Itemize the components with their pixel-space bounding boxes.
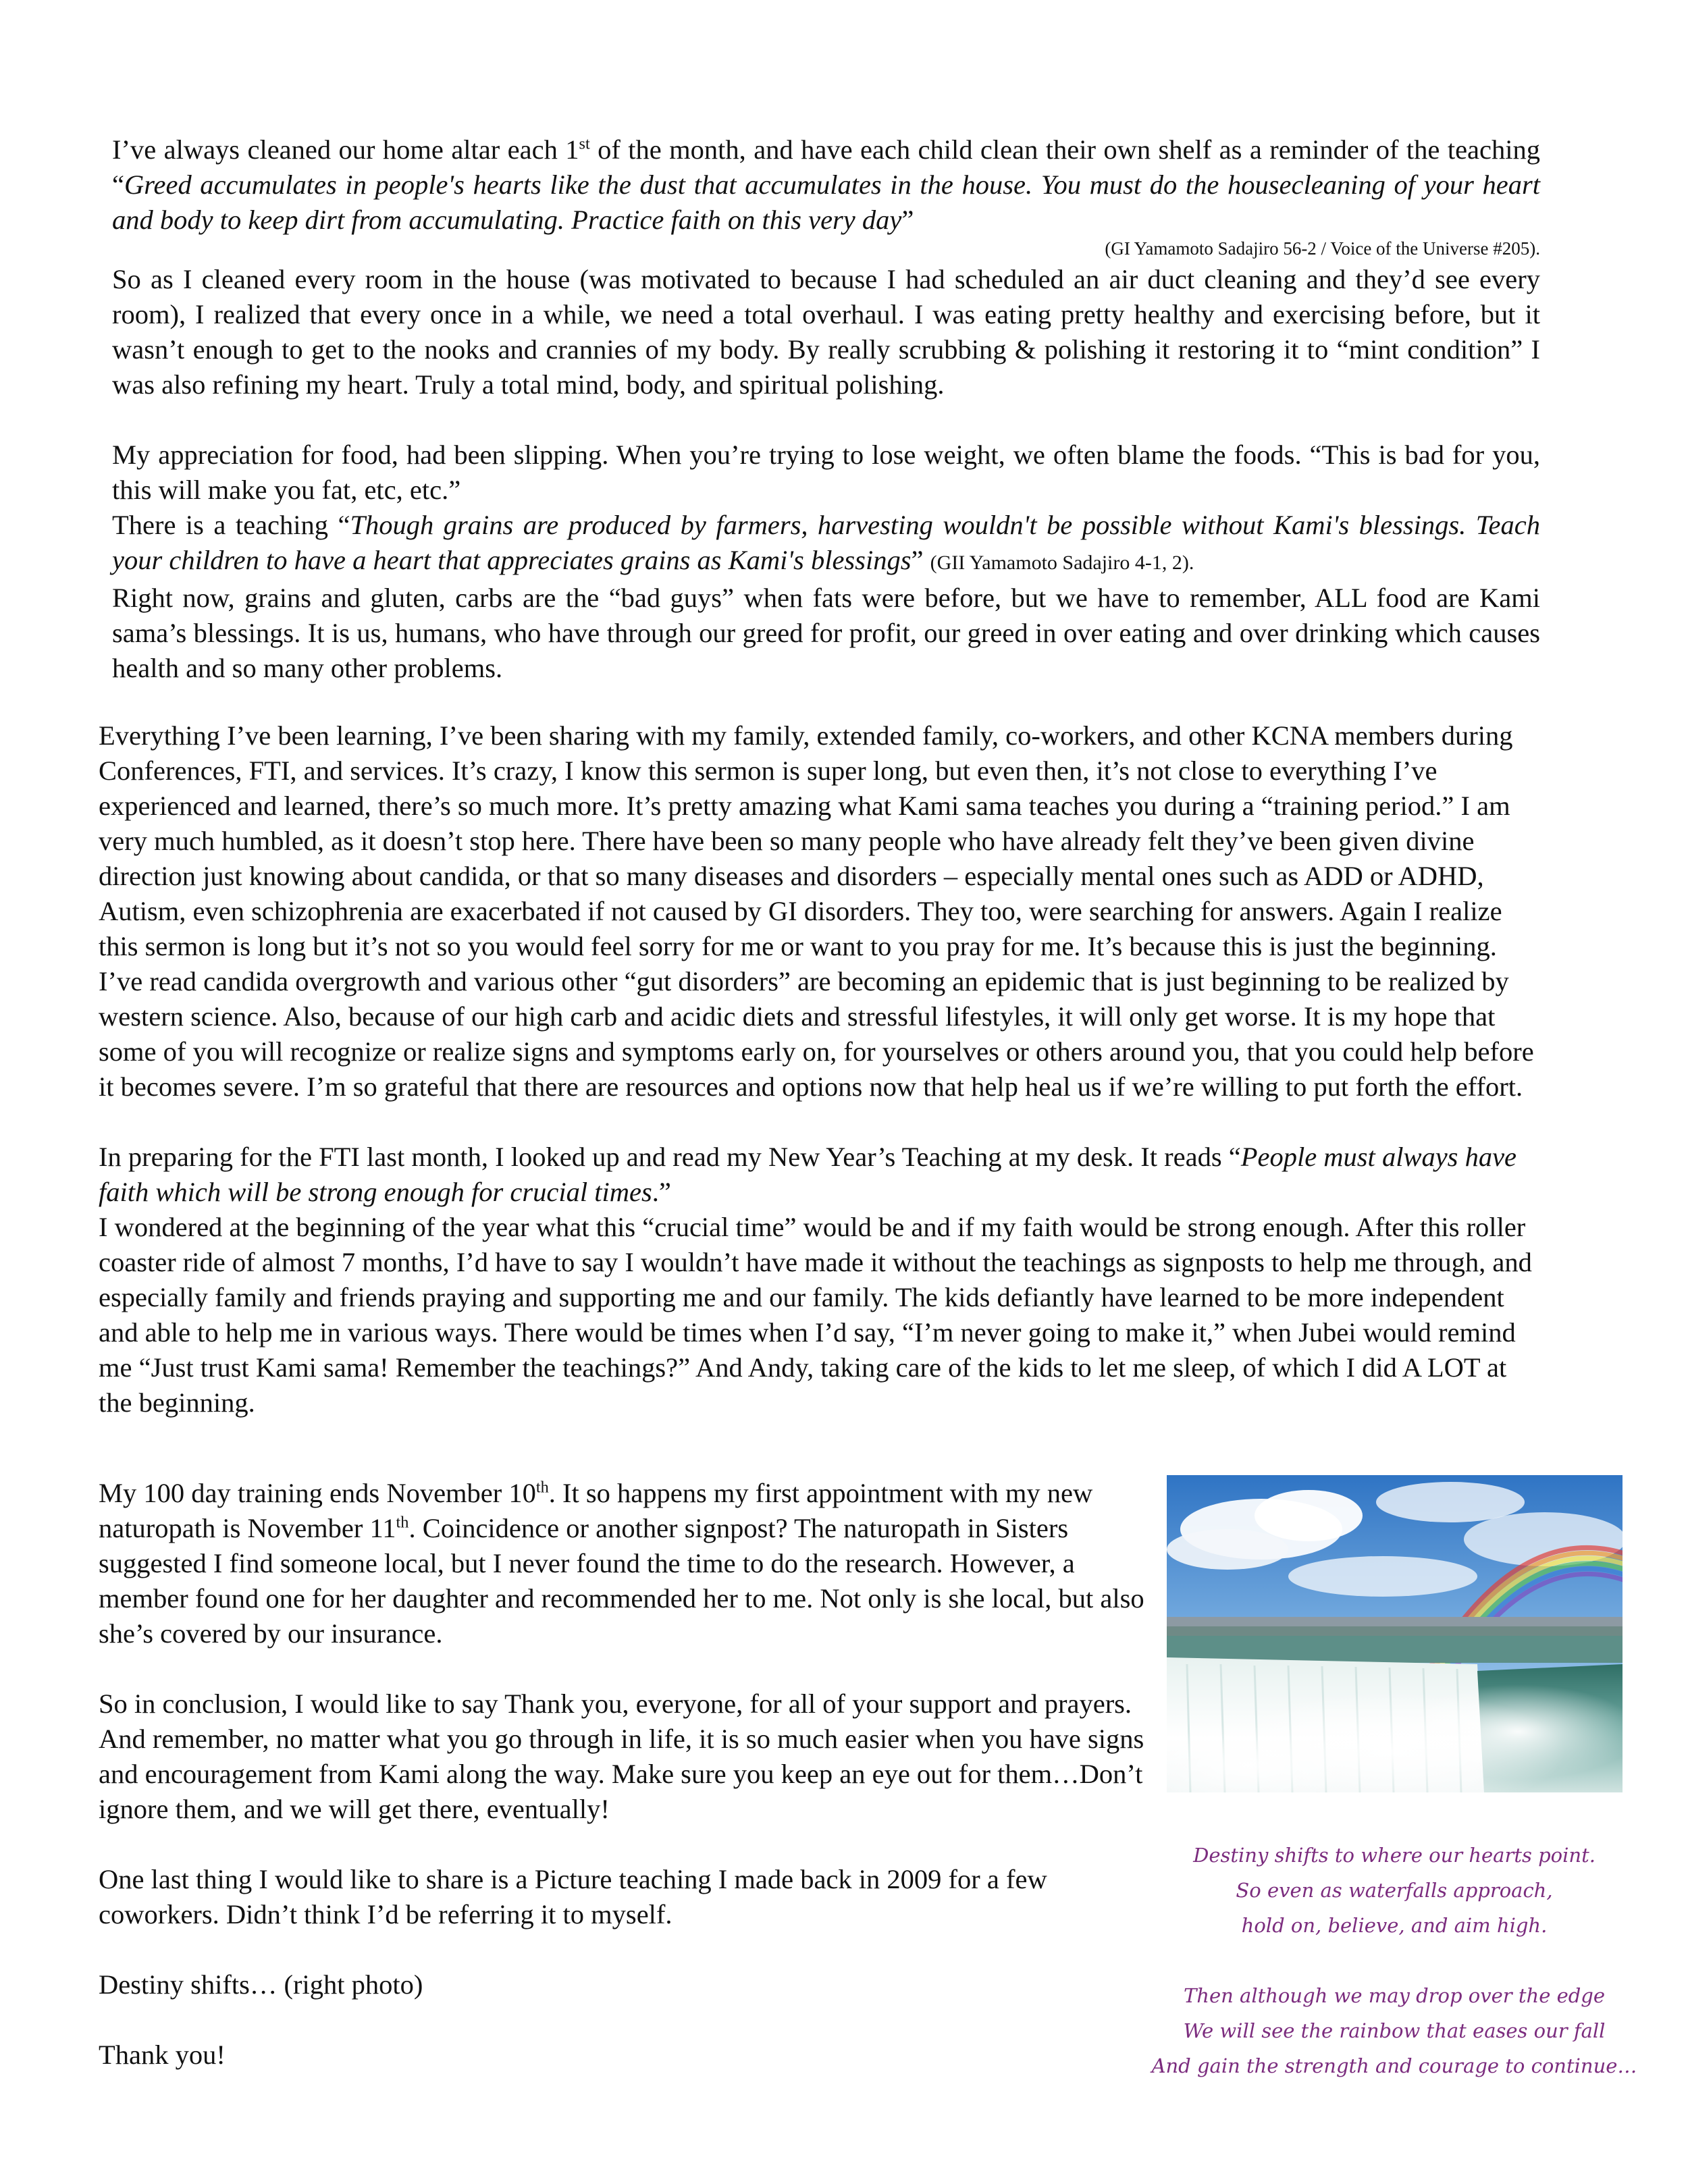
waterfall-rainbow-photo [1167, 1475, 1623, 1792]
new-year-quote: People must always have faith which will be strong enough for crucial times [99, 1142, 1517, 1207]
paragraph-cleaning: So as I cleaned every room in the house (was motivated to because I had scheduled an air duct cleaning and they’d see every room), I realized that every once in a while, we need a total overhaul. I was eating pretty healthy and exercising before, but it wasn’t enough to get to the nooks and crannies of my body. By really scrubbing & polishing it restoring it to “mint condition” I was also refining my heart. Truly a total mind, body, and spiritual polishing. [112, 264, 1540, 400]
paragraph-training-ends: My 100 day training ends November 10th. It so happens my first appointment with my new naturopath is November 11th. Coincidence or another signpost? The naturopath in Sisters suggested I find someone local, but I never found the time to do the research. However, a member found one for her daughter and recommended her to me. Not only is she local, but also she’s covered by our insurance. [99, 1478, 1144, 1649]
citation: (GI Yamamoto Sadajiro 56-2 / Voice of the Universe #205). [1105, 238, 1540, 259]
section-3 [99, 1476, 1152, 2073]
paragraph-new-year: In preparing for the FTI last month, I looked up and read my New Year’s Teaching at my desk. It reads “People must always have faith which will be strong enough for crucial times.” [99, 1142, 1517, 1207]
paragraph-conclusion: So in conclusion, I would like to say Thank you, everyone, for all of your support and prayers. And remember, no matter what you go through in life, it is so much easier when you have signs and encouragement from Kami along the way. Make sure you keep an eye out for them…Don’t ignore them, and we will get there, eventually! [99, 1688, 1144, 1824]
paragraph-grains-teaching: There is a teaching “Though grains are produced by farmers, harvesting wouldn't be possible without Kami's blessings. Teach your children to have a heart that appreciates grains as Kami's blessings” (GII Yamamoto Sadajiro 4-1, 2). [112, 510, 1541, 575]
teaching-quote: Greed accumulates in people's hearts like the dust that accumulates in the house. You must do the housecleaning of your heart and body to keep dirt from accumulating. Practice faith on this very day [112, 169, 1540, 235]
paragraph-thank-you: Thank you! [99, 2040, 226, 2070]
poem-stanza-1 [1148, 1838, 1641, 1943]
poem-line: hold on, believe, and aim high. [1241, 1914, 1548, 1937]
paragraph-appreciation: My appreciation for food, had been slipping. When you’re trying to lose weight, we often blame the foods. “This is bad for you, this will make you fat, etc, etc.” [112, 440, 1540, 505]
poem-line: Then although we may drop over the edge [1183, 1984, 1606, 2007]
paragraph-altar: I’ve always cleaned our home altar each 1st of the month, and have each child clean their own shelf as a reminder of the teaching “Greed accumulates in people's hearts like the dust that accumulates in the house. You must do the housecleaning of your heart and body to keep dirt from accumulating. Practice faith on this very day” [112, 134, 1541, 235]
paragraph-destiny-shifts: Destiny shifts… (right photo) [99, 1969, 423, 2000]
grains-citation: (GII Yamamoto Sadajiro 4-1, 2). [930, 552, 1194, 574]
poem-line: We will see the rainbow that eases our fall [1183, 2019, 1606, 2042]
section-2 [99, 718, 1544, 1420]
poem-line: Destiny shifts to where our hearts point. [1193, 1844, 1595, 1867]
poem-line: And gain the strength and courage to continue… [1151, 2054, 1637, 2077]
grains-quote: Though grains are produced by farmers, harvesting wouldn't be possible without Kami's blessings. Teach your children to have a heart that appreciates grains as Kami's blessings [112, 510, 1541, 575]
poem-line: So even as waterfalls approach, [1236, 1879, 1553, 1902]
poem [1148, 1838, 1641, 2119]
paragraph-picture-teaching: One last thing I would like to share is a Picture teaching I made back in 2009 for a few coworkers. Didn’t think I’d be referring it to myself. [99, 1864, 1047, 1929]
poem-stanza-2 [1148, 1978, 1641, 2083]
section-1 [112, 132, 1540, 686]
paragraph-sharing: Everything I’ve been learning, I’ve been sharing with my family, extended family, co-workers, and other KCNA members during Conferences, FTI, and services. It’s crazy, I know this sermon is super long, but even then, it’s not close to everything I’ve experienced and learned, there’s so much more. It’s pretty amazing what Kami sama teaches you during a “training period.” I am very much humbled, as it doesn’t stop here. There have been so many people who have already felt they’ve been given divine direction just knowing about candida, or that so many diseases and disorders – especially mental ones such as ADD or ADHD, Autism, even schizophrenia are exacerbated if not caused by GI disorders. They too, were searching for answers. Again I realize this sermon is long but it’s not so you would feel sorry for me or want to you pray for me. It’s because this is just the beginning. I’ve read candida overgrowth and various other “gut disorders” are becoming an epidemic that is just beginning to be realized by western science. Also, because of our high carb and acidic diets and stressful lifestyles, it will only get worse. It is my hope that some of you will recognize or realize signs and symptoms early on, for yourselves or others around you, that you could help before it becomes severe. I’m so grateful that there are resources and options now that help heal us if we’re willing to put forth the effort. [99, 720, 1534, 1102]
paragraph-blessings: Right now, grains and gluten, carbs are the “bad guys” when fats were before, but we have to remember, ALL food are Kami sama’s blessings. It is us, humans, who have through our greed for profit, our greed in over eating and over drinking which causes health and so many other problems. [112, 583, 1540, 683]
paragraph-crucial-time: I wondered at the beginning of the year what this “crucial time” would be and if my faith would be strong enough. After this roller coaster ride of almost 7 months, I’d have to say I wouldn’t have made it without the teachings as signposts to help me through, and especially family and friends praying and supporting me and our family. The kids defiantly have learned to be more independent and able to help me in various ways. There would be times when I’d say, “I’m never going to make it,” when Jubei would remind me “Just trust Kami sama! Remember the teachings?” And Andy, taking care of the kids to let me sleep, of which I did A LOT at the beginning. [99, 1212, 1532, 1418]
